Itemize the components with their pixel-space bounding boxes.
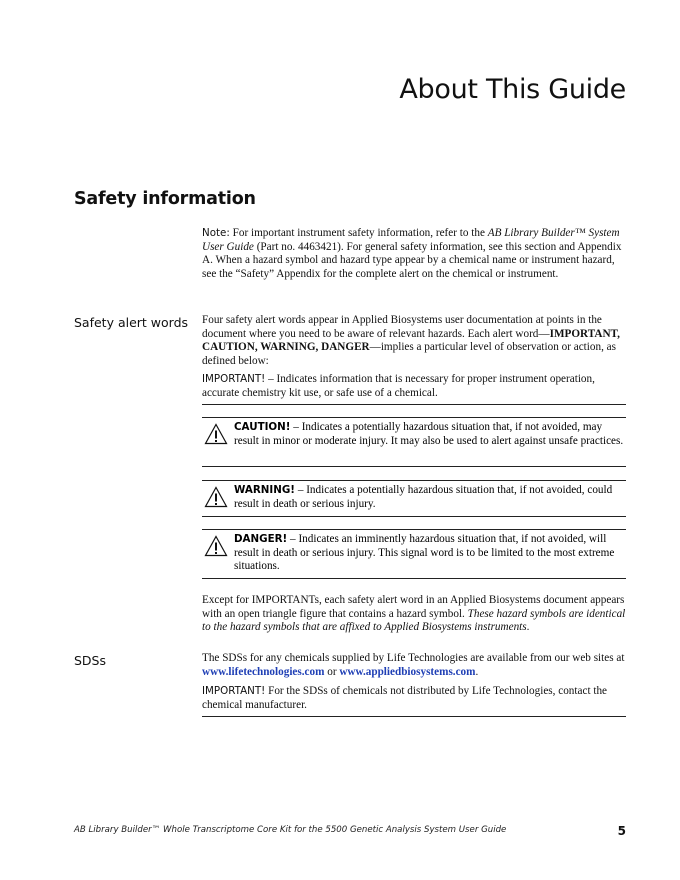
caution-block [202, 421, 626, 448]
lifetechnologies-link[interactable]: www.lifetechnologies.com [202, 665, 325, 678]
caution-text: – Indicates a potentially hazardous situation that, if not avoided, may result in minor or moderate injury. It may also be used to alert against unsafe practices. [234, 421, 624, 447]
divider [202, 516, 626, 517]
divider [202, 578, 626, 579]
divider [202, 417, 626, 418]
sds-important-text: For the SDSs of chemicals not distributed by Life Technologies, contact the chemical manufacturer. [202, 685, 608, 711]
side-label-alert-words: Safety alert words [74, 315, 189, 330]
intro-text-1: Four safety alert words appear in Applied Biosystems user documentation at points in the document where you need to be aware of relevant hazards. Each alert word— [202, 314, 602, 340]
sds-important [202, 685, 626, 712]
note-paragraph [202, 227, 626, 281]
divider [202, 466, 626, 467]
warning-label: WARNING! [234, 484, 296, 496]
except-paragraph [202, 594, 626, 635]
section-heading: Safety information [74, 189, 256, 209]
warning-triangle-icon [204, 423, 228, 445]
danger-text: – Indicates an imminently hazardous situation that, if not avoided, will result in death or serious injury. This signal word is to be limited to the most extreme situations. [234, 533, 615, 573]
except-text-2: . [526, 621, 530, 634]
danger-block [202, 533, 626, 574]
divider [202, 480, 626, 481]
note-label: Note: [202, 227, 230, 239]
sds-text-2: . [475, 665, 479, 678]
important-text: – Indicates information that is necessary for proper instrument operation, accurate chemistry kit use, or safe use of a chemical. [202, 373, 595, 399]
page-title: About This Guide [399, 74, 626, 105]
divider [202, 404, 626, 405]
note-guide-title: AB Library Builder™ System User Guide [202, 227, 620, 253]
warning-triangle-icon [204, 486, 228, 508]
intro-bold: IMPORTANT, CAUTION, WARNING, DANGER [202, 327, 620, 354]
warning-triangle-icon [204, 535, 228, 557]
divider [202, 529, 626, 530]
sds-paragraph [202, 652, 626, 679]
note-text-1: For important instrument safety information, refer to the [232, 227, 488, 239]
alert-words-intro [202, 314, 626, 368]
note-text-2: (Part no. 4463421). For general safety information, see this section and Appendix A. When a hazard symbol and hazard type appear by a chemical name or instrument hazard, see the “Safety” Appendix for the complete alert on the chemical or instrument. [202, 240, 622, 280]
except-italic: These hazard symbols are identical to the hazard symbols that are affixed to Applied Biosystems instruments [202, 607, 626, 634]
appliedbiosystems-link[interactable]: www.appliedbiosystems.com [339, 665, 476, 678]
except-text-1: Except for IMPORTANTs, each safety alert word in an Applied Biosystems document appears with an open triangle figure that contains a hazard symbol. [202, 594, 625, 620]
warning-block [202, 484, 626, 511]
side-label-sds: SDSs [74, 653, 107, 668]
sds-or: or [324, 665, 340, 678]
important-definition [202, 373, 626, 400]
danger-label: DANGER! [234, 533, 288, 545]
warning-text: – Indicates a potentially hazardous situation that, if not avoided, could result in death or serious injury. [234, 484, 613, 510]
sds-text-1: The SDSs for any chemicals supplied by Life Technologies are available from our web sites at [202, 652, 625, 664]
caution-label: CAUTION! [234, 421, 291, 433]
intro-text-2: —implies a particular level of observation or action, as defined below: [202, 341, 616, 367]
important-label: IMPORTANT! [202, 373, 266, 385]
divider [202, 716, 626, 717]
page-number: 5 [617, 824, 626, 838]
sds-important-label: IMPORTANT! [202, 685, 266, 697]
footer-text: AB Library Builder™ Whole Transcriptome Core Kit for the 5500 Genetic Analysis System User Guide [74, 825, 507, 835]
